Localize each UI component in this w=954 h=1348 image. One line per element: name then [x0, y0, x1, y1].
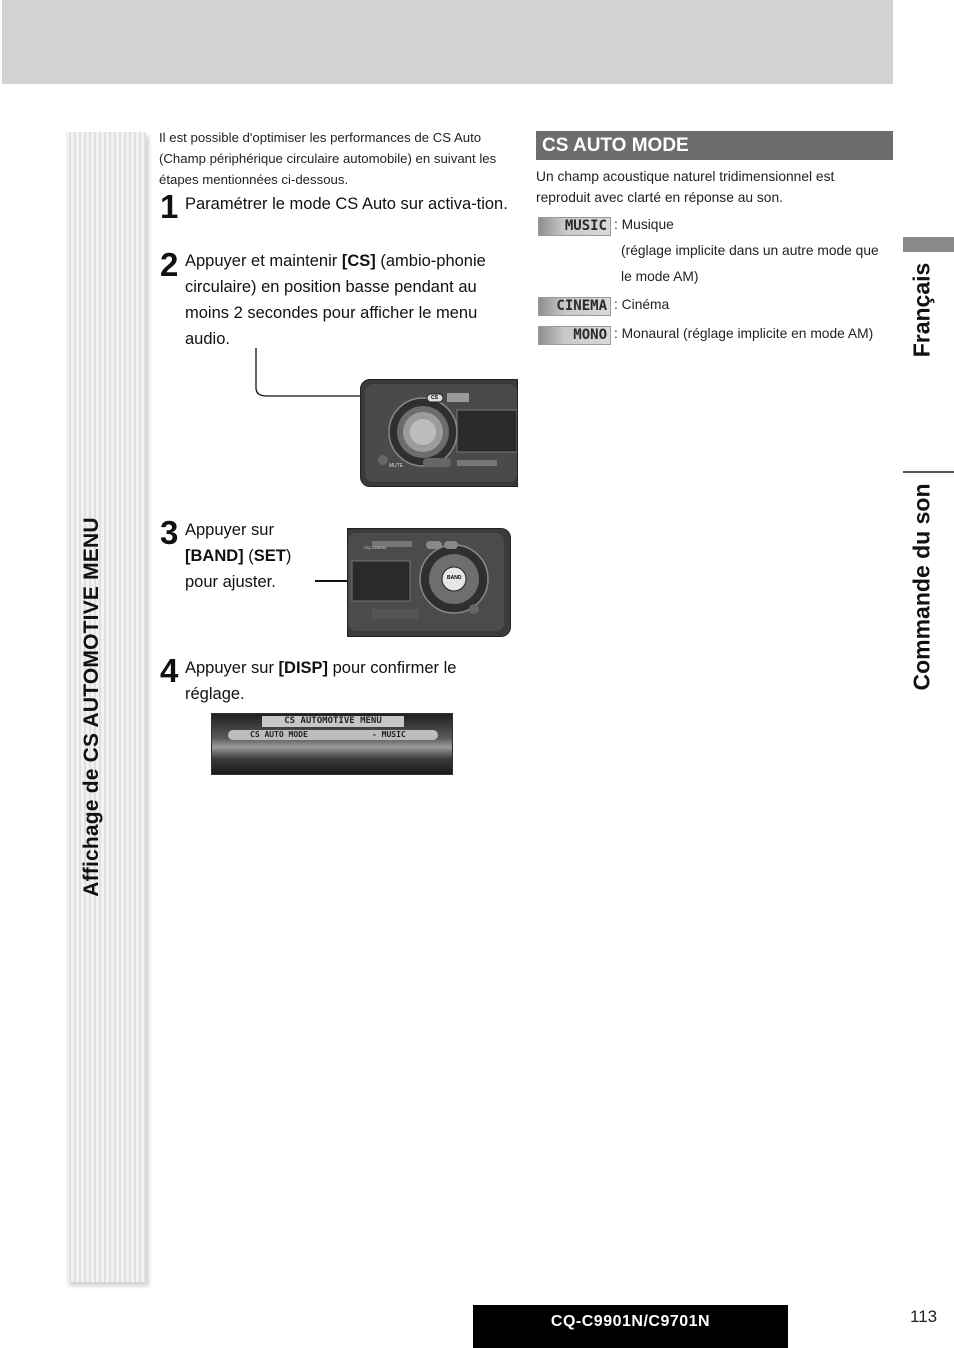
head-unit-image-cs: [360, 379, 518, 487]
step-3-text: Appuyer sur [BAND] (SET) pour ajuster.: [185, 521, 292, 591]
side-strip: [66, 132, 146, 1282]
mode-chip-music: MUSIC: [538, 217, 611, 236]
step-2-text: Appuyer et maintenir [CS] (ambio-phonie circulaire) en position basse pendant au moins 2 secondes pour afficher le menu audio.: [185, 252, 486, 348]
header-band: [2, 0, 893, 84]
step-1-number: 1: [160, 188, 179, 225]
mute-label: MUTE: [389, 463, 404, 469]
head-unit-image-band: [347, 528, 511, 637]
menu-screen-title: CS AUTOMOTIVE MENU: [262, 716, 404, 727]
mode-note-line-1: (réglage implicite dans un autre mode que: [621, 243, 879, 258]
page-number: 113: [910, 1307, 938, 1326]
mode-chip-mono: MONO: [538, 326, 611, 345]
mode-chip-cinema: CINEMA: [538, 297, 611, 316]
model-number: CQ-C9901N/C9701N: [550, 1313, 711, 1330]
menu-screen-image: [211, 713, 453, 775]
menu-screen-left: CS AUTO MODE: [250, 730, 308, 739]
tab-divider: [903, 471, 954, 473]
step-4-number: 4: [160, 652, 179, 689]
cs-button-label: CS: [431, 395, 438, 401]
step-1-text: Paramétrer le mode CS Auto sur activa-tion.: [185, 195, 508, 213]
step-3-number: 3: [160, 514, 179, 551]
section-title: CS AUTO MODE: [542, 135, 689, 156]
mode-label-mono: : Monaural (réglage implicite en mode AM): [614, 326, 874, 341]
mode-label-music: : Musique: [614, 217, 674, 232]
intro-text: Il est possible d'optimiser les performances de CS Auto (Champ périphérique circulaire automobile) en suivant les étapes mentionnées ci-dessous.: [159, 130, 497, 187]
mode-label-cinema: : Cinéma: [614, 297, 670, 312]
callout-line: [255, 348, 257, 392]
band-button-label: BAND: [447, 575, 462, 581]
step-2-number: 2: [160, 246, 179, 283]
menu-screen-right: - MUSIC: [372, 730, 406, 739]
section-description: Un champ acoustique naturel tridimensionnel est reproduit avec clarté en réponse au son.: [536, 169, 835, 205]
mode-note-line-2: le mode AM): [621, 269, 699, 284]
model-small-label: CQ-C9901N: [364, 545, 387, 550]
step-4-text: Appuyer sur [DISP] pour confirmer le réglage.: [185, 659, 457, 703]
tab-marker: [903, 237, 954, 252]
